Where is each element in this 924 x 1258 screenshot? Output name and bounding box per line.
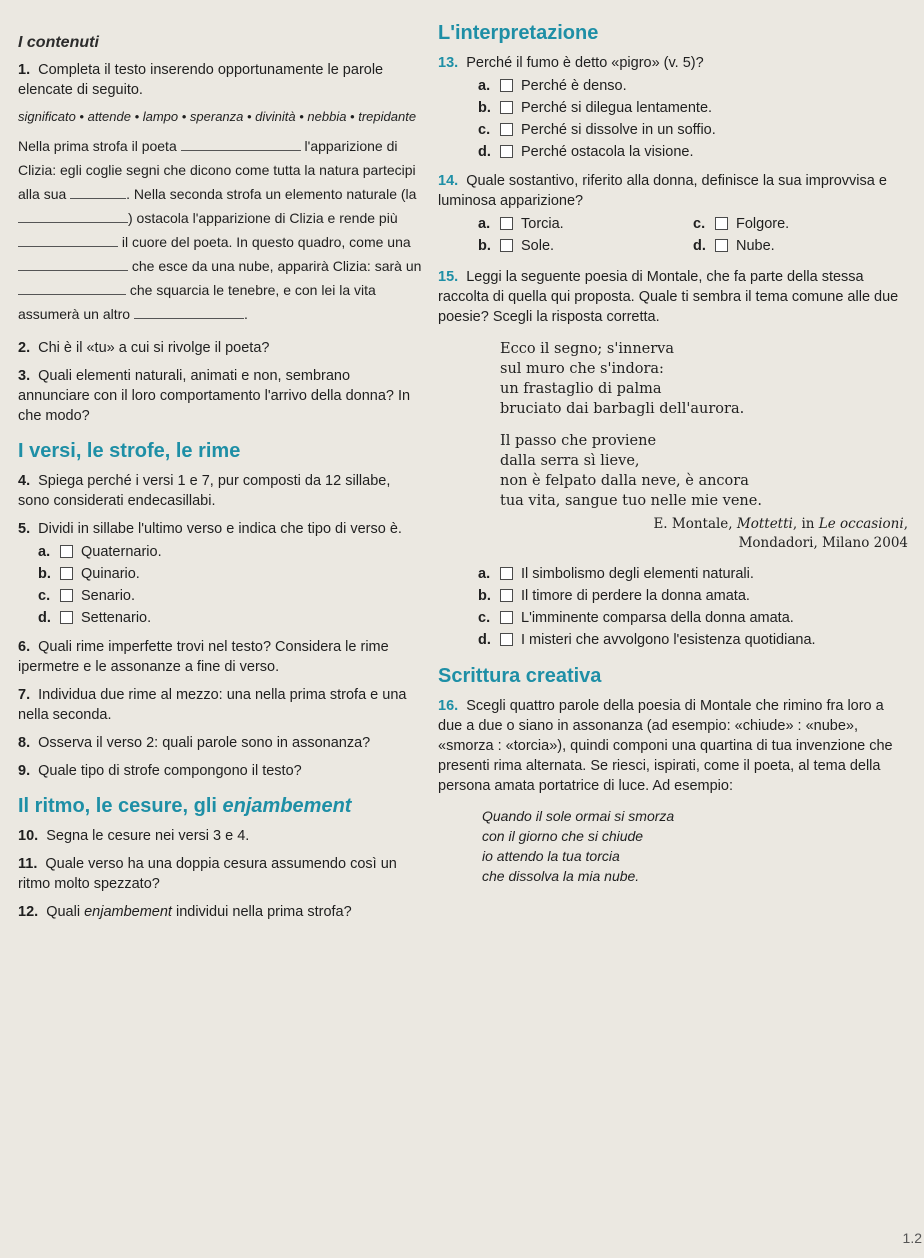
option-a[interactable] (478, 563, 908, 585)
checkbox[interactable] (715, 217, 728, 230)
option-letter: d. (693, 238, 706, 254)
option-c[interactable] (38, 585, 423, 607)
option-b[interactable] (478, 235, 693, 257)
example-line: io attendo la tua torcia (482, 848, 620, 864)
checkbox[interactable] (500, 145, 513, 158)
question-text: Spiega perché i versi 1 e 7, pur composti da 12 sillabe, sono considerati endecasillabi. (18, 473, 391, 509)
poem (500, 339, 908, 511)
question-text: Osserva il verso 2: quali parole sono in assonanza? (38, 735, 371, 751)
option-label: Perché ostacola la visione. (521, 144, 694, 160)
poem-line: un frastaglio di palma (500, 381, 662, 397)
fill-text: che esce da una nube, apparirà Clizia: sarà un (131, 258, 422, 274)
fill-text: . Nella seconda strofa un elemento naturale (la (126, 186, 417, 202)
checkbox[interactable] (60, 545, 73, 558)
question-number: 14. (438, 173, 459, 189)
question-text: Chi è il «tu» a cui si rivolge il poeta? (38, 340, 270, 356)
blank-field[interactable] (18, 281, 126, 295)
question-number: 10. (18, 828, 39, 844)
checkbox[interactable] (60, 589, 73, 602)
option-label: Perché si dilegua lentamente. (521, 100, 713, 116)
checkbox[interactable] (60, 567, 73, 580)
question-text: Quali (46, 904, 81, 920)
example-line: che dissolva la mia nube. (482, 868, 640, 884)
question-number: 8. (18, 735, 31, 751)
checkbox[interactable] (500, 217, 513, 230)
page-corner-mark: 1.2 (902, 1230, 922, 1246)
option-label: Sole. (521, 238, 555, 254)
example-quatrain (482, 806, 908, 886)
option-letter: b. (478, 238, 491, 254)
option-label: Senario. (81, 588, 136, 604)
options-q15 (478, 563, 908, 651)
question-10 (18, 826, 423, 846)
question-14 (438, 171, 908, 211)
option-letter: c. (478, 610, 491, 626)
poem-line: sul muro che s'indora: (500, 361, 664, 377)
option-letter: b. (478, 100, 491, 116)
blank-field[interactable] (70, 185, 126, 199)
question-text: Quali elementi naturali, animati e non, sembrano annunciare con il loro comportamento l'arrivo della donna? In che modo? (18, 368, 411, 424)
checkbox[interactable] (500, 239, 513, 252)
fill-text: . (243, 306, 248, 322)
option-b[interactable] (478, 97, 908, 119)
right-column (438, 22, 908, 886)
section-title-scrittura: Scrittura creativa (438, 665, 602, 687)
fill-text: l'apparizione di Clizia: egli coglie segni che dicono come tutta la natura partecipi alla (18, 138, 416, 202)
option-label: Folgore. (736, 216, 790, 232)
question-16 (438, 696, 908, 796)
option-letter: d. (478, 632, 491, 648)
question-text: Segna le cesure nei versi 3 e 4. (46, 828, 250, 844)
question-number: 15. (438, 269, 459, 285)
checkbox[interactable] (500, 589, 513, 602)
question-12 (18, 902, 423, 922)
options-q14 (478, 213, 908, 257)
option-c[interactable] (478, 119, 908, 141)
checkbox[interactable] (500, 101, 513, 114)
section-title-versi: I versi, le strofe, le rime (18, 440, 241, 462)
source-book: Le occasioni (818, 516, 904, 532)
question-number: 6. (18, 639, 31, 655)
option-label: Perché si dissolve in un soffio. (521, 122, 716, 138)
question-6 (18, 637, 423, 677)
options-q5 (38, 541, 423, 629)
poem-source (438, 515, 908, 553)
option-letter: a. (478, 78, 491, 94)
poem-line: Il passo che proviene (500, 433, 657, 449)
checkbox[interactable] (500, 567, 513, 580)
option-b[interactable] (38, 563, 423, 585)
question-number: 4. (18, 473, 31, 489)
option-c[interactable] (478, 607, 908, 629)
option-letter: d. (478, 144, 491, 160)
option-letter: a. (38, 544, 51, 560)
fill-text: sua (43, 186, 67, 202)
title-part: Il ritmo, le cesure, gli (18, 795, 217, 817)
question-number: 5. (18, 521, 31, 537)
option-letter: c. (478, 122, 491, 138)
option-letter: d. (38, 610, 51, 626)
question-13 (438, 53, 908, 73)
option-label: Torcia. (521, 216, 564, 232)
question-text: Scegli quattro parole della poesia di Montale che rimino fra loro a due a due o siano in assonanza (ad esempio: «chiude» : «nube», «smorza : «torcia»), quindi componi una quartina di tua invenzione che presenti rima alternata. Se riesci, ispirati, come il poeta, al tema della persona amata portatrice di luce. Ad esempio: (438, 698, 893, 794)
question-text: individui nella prima strofa? (175, 904, 352, 920)
checkbox[interactable] (500, 79, 513, 92)
poem-line: non è felpato dalla neve, è ancora (500, 473, 749, 489)
source-author: E. Montale, (653, 516, 733, 532)
option-letter: b. (38, 566, 51, 582)
question-11 (18, 854, 423, 894)
options-q13 (478, 75, 908, 163)
checkbox[interactable] (715, 239, 728, 252)
question-text: Quale sostantivo, riferito alla donna, definisce la sua improvvisa e luminosa apparizione? (438, 173, 887, 209)
option-letter: c. (693, 216, 706, 232)
option-a[interactable] (478, 213, 693, 235)
option-label: Nube. (736, 238, 775, 254)
blank-field[interactable] (134, 305, 244, 319)
checkbox[interactable] (500, 611, 513, 624)
option-label: Quaternario. (81, 544, 162, 560)
question-number: 11. (18, 856, 38, 872)
section-title-ritmo (18, 795, 423, 818)
question-4 (18, 471, 423, 511)
question-text: Completa il testo inserendo opportunamente le parole elencate di seguito. (18, 62, 384, 98)
question-3 (18, 366, 423, 426)
option-a[interactable] (38, 541, 423, 563)
source-publisher: Mondadori, Milano 2004 (738, 535, 908, 551)
word-list: significato • attende • lampo • speranza • divinità • nebbia • trepidante (18, 109, 417, 124)
question-text: Individua due rime al mezzo: una nella prima strofa e una nella seconda. (18, 687, 407, 723)
fill-text: che squarcia le tenebre, e con lei la vita assumerà un altro (18, 282, 376, 322)
question-5 (18, 519, 423, 539)
fill-in-text (18, 134, 423, 326)
option-letter: a. (478, 566, 491, 582)
source-text: , (903, 516, 908, 532)
question-text: Leggi la seguente poesia di Montale, che fa parte della stessa raccolta di quella qui proposta. Quale ti sembra il tema comune alle due poesie? Scegli la risposta corretta. (438, 269, 899, 325)
poem-line: tua vita, sangue tuo nelle mie vene. (500, 493, 762, 509)
left-column (18, 28, 423, 930)
question-number: 1. (18, 62, 31, 78)
fill-text: ) ostacola l'apparizione di Clizia e rende più (128, 210, 398, 226)
question-text: Perché il fumo è detto «pigro» (v. 5)? (466, 55, 704, 71)
option-d[interactable] (478, 141, 908, 163)
question-2 (18, 338, 423, 358)
blank-field[interactable] (181, 137, 301, 151)
option-b[interactable] (478, 585, 908, 607)
option-c[interactable] (693, 213, 908, 235)
option-letter: c. (38, 588, 51, 604)
poem-stanza (500, 339, 908, 419)
question-number: 13. (438, 55, 459, 71)
option-label: Quinario. (81, 566, 140, 582)
section-title-interpretazione: L'interpretazione (438, 22, 599, 44)
poem-line: bruciato dai barbagli dell'aurora. (500, 401, 745, 417)
question-text: Quale verso ha una doppia cesura assumendo così un ritmo molto spezzato? (18, 856, 397, 892)
option-label: I misteri che avvolgono l'esistenza quotidiana. (521, 632, 816, 648)
checkbox[interactable] (60, 611, 73, 624)
blank-field[interactable] (18, 257, 128, 271)
question-number: 12. (18, 904, 39, 920)
question-number: 16. (438, 698, 459, 714)
question-text: Dividi in sillabe l'ultimo verso e indica che tipo di verso è. (38, 521, 402, 537)
option-a[interactable] (478, 75, 908, 97)
question-number: 7. (18, 687, 31, 703)
blank-field[interactable] (18, 233, 118, 247)
option-label: Il simbolismo degli elementi naturali. (521, 566, 754, 582)
option-d[interactable] (38, 607, 423, 629)
checkbox[interactable] (500, 123, 513, 136)
poem-line: dalla serra sì lieve, (500, 453, 640, 469)
option-label: Settenario. (81, 610, 152, 626)
option-d[interactable] (693, 235, 908, 257)
checkbox[interactable] (500, 633, 513, 646)
question-text-italic: enjambement (84, 904, 172, 920)
example-line: Quando il sole ormai si smorza (482, 808, 675, 824)
blank-field[interactable] (18, 209, 128, 223)
source-line (438, 515, 908, 534)
source-work: Mottetti (736, 516, 793, 532)
question-7 (18, 685, 423, 725)
option-letter: b. (478, 588, 491, 604)
option-label: L'imminente comparsa della donna amata. (521, 610, 794, 626)
poem-stanza (500, 431, 908, 511)
option-label: Perché è denso. (521, 78, 627, 94)
option-d[interactable] (478, 629, 908, 651)
question-number: 2. (18, 340, 31, 356)
title-part-italic: enjambement (222, 795, 352, 817)
source-text: , in (792, 516, 815, 532)
question-number: 9. (18, 763, 31, 779)
section-title-contenuti: I contenuti (18, 34, 99, 51)
question-1 (18, 60, 423, 100)
question-number: 3. (18, 368, 31, 384)
question-9 (18, 761, 423, 781)
question-15 (438, 267, 908, 327)
example-line: con il giorno che si chiude (482, 828, 644, 844)
option-letter: a. (478, 216, 491, 232)
question-8 (18, 733, 423, 753)
fill-text: il cuore del poeta. In questo quadro, come una (121, 234, 411, 250)
option-label: Il timore di perdere la donna amata. (521, 588, 750, 604)
poem-line: Ecco il segno; s'innerva (500, 341, 675, 357)
question-text: Quali rime imperfette trovi nel testo? Considera le rime ipermetre e le assonanze a fine di verso. (18, 639, 389, 675)
question-text: Quale tipo di strofe compongono il testo? (38, 763, 302, 779)
fill-text: Nella prima strofa il poeta (18, 138, 177, 154)
